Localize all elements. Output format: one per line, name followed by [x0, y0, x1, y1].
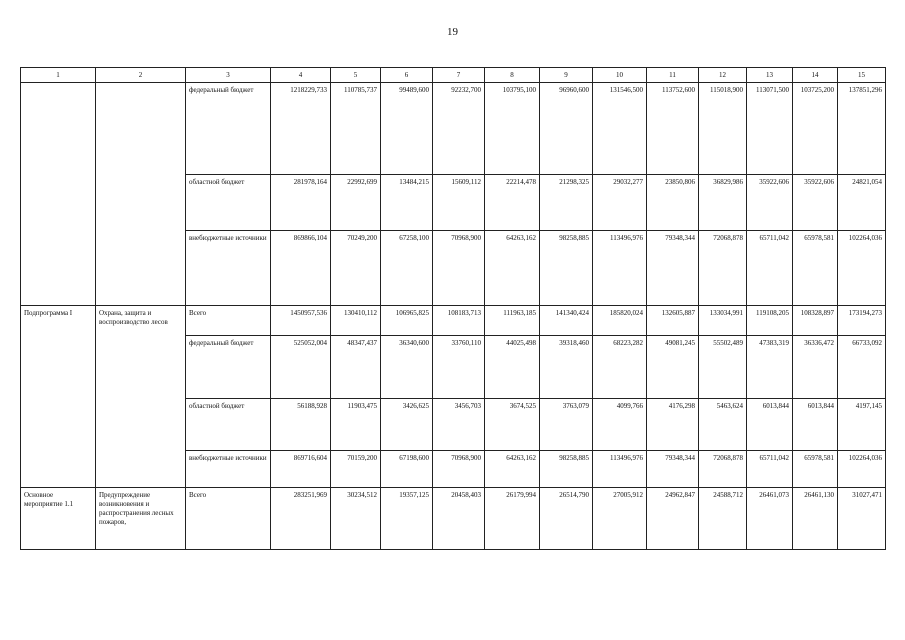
value-cell: 67198,600 [381, 451, 433, 488]
value-cell: 108183,713 [433, 306, 485, 336]
value-cell: 21298,325 [540, 175, 593, 231]
value-cell: 70159,200 [331, 451, 381, 488]
value-cell: 13484,215 [381, 175, 433, 231]
value-cell: 98258,885 [540, 231, 593, 306]
value-cell: 24588,712 [699, 488, 747, 550]
value-cell: 65711,042 [747, 451, 793, 488]
page-number: 19 [447, 26, 458, 38]
value-cell: 26179,994 [485, 488, 540, 550]
col-header: 8 [485, 68, 540, 83]
value-cell: 55502,489 [699, 336, 747, 399]
col-header: 12 [699, 68, 747, 83]
header-row [21, 68, 886, 83]
value-cell: 48347,437 [331, 336, 381, 399]
value-cell: 130410,112 [331, 306, 381, 336]
col-header: 4 [271, 68, 331, 83]
source-cell: внебюджетные источники [186, 451, 271, 488]
source-cell: Всего [186, 488, 271, 550]
source-cell: федеральный бюджет [186, 336, 271, 399]
value-cell: 96960,600 [540, 83, 593, 175]
source-cell: внебюджетные источники [186, 231, 271, 306]
value-cell: 99489,600 [381, 83, 433, 175]
col-header: 7 [433, 68, 485, 83]
value-cell: 39318,460 [540, 336, 593, 399]
value-cell: 22214,478 [485, 175, 540, 231]
value-cell: 68223,282 [593, 336, 647, 399]
value-cell: 115018,900 [699, 83, 747, 175]
value-cell: 1218229,733 [271, 83, 331, 175]
budget-table [20, 67, 886, 550]
value-cell: 102264,036 [838, 231, 886, 306]
value-cell: 1450957,536 [271, 306, 331, 336]
col-header: 13 [747, 68, 793, 83]
value-cell: 79348,344 [647, 451, 699, 488]
value-cell: 113496,976 [593, 231, 647, 306]
value-cell: 137851,296 [838, 83, 886, 175]
value-cell: 27005,912 [593, 488, 647, 550]
value-cell: 31027,471 [838, 488, 886, 550]
value-cell: 49081,245 [647, 336, 699, 399]
col-header: 1 [21, 68, 96, 83]
value-cell: 26461,130 [793, 488, 838, 550]
value-cell: 113752,600 [647, 83, 699, 175]
value-cell: 6013,844 [793, 399, 838, 451]
source-cell: областной бюджет [186, 175, 271, 231]
value-cell: 113071,500 [747, 83, 793, 175]
value-cell: 3426,625 [381, 399, 433, 451]
value-cell: 4197,145 [838, 399, 886, 451]
value-cell: 113496,976 [593, 451, 647, 488]
value-cell: 281978,164 [271, 175, 331, 231]
program-cell [21, 83, 96, 306]
program-cell: Подпрограмма I [21, 306, 96, 488]
value-cell: 36336,472 [793, 336, 838, 399]
description-cell [96, 83, 186, 306]
value-cell: 24821,054 [838, 175, 886, 231]
value-cell: 869866,104 [271, 231, 331, 306]
value-cell: 6013,844 [747, 399, 793, 451]
table-row [21, 488, 886, 550]
source-cell: Всего [186, 306, 271, 336]
value-cell: 44025,498 [485, 336, 540, 399]
value-cell: 11903,475 [331, 399, 381, 451]
value-cell: 70968,900 [433, 451, 485, 488]
col-header: 9 [540, 68, 593, 83]
col-header: 5 [331, 68, 381, 83]
value-cell: 70968,900 [433, 231, 485, 306]
value-cell: 47383,319 [747, 336, 793, 399]
value-cell: 72068,878 [699, 231, 747, 306]
col-header: 10 [593, 68, 647, 83]
value-cell: 185820,024 [593, 306, 647, 336]
value-cell: 35922,606 [793, 175, 838, 231]
value-cell: 98258,885 [540, 451, 593, 488]
value-cell: 132605,887 [647, 306, 699, 336]
value-cell: 102264,036 [838, 451, 886, 488]
value-cell: 3674,525 [485, 399, 540, 451]
value-cell: 23850,806 [647, 175, 699, 231]
value-cell: 79348,344 [647, 231, 699, 306]
value-cell: 24962,847 [647, 488, 699, 550]
col-header: 15 [838, 68, 886, 83]
value-cell: 66733,092 [838, 336, 886, 399]
description-cell: Предупреждение возникновения и распространения лесных пожаров, [96, 488, 186, 550]
value-cell: 29032,277 [593, 175, 647, 231]
value-cell: 65978,581 [793, 451, 838, 488]
value-cell: 67258,100 [381, 231, 433, 306]
value-cell: 36340,600 [381, 336, 433, 399]
value-cell: 173194,273 [838, 306, 886, 336]
value-cell: 64263,162 [485, 231, 540, 306]
value-cell: 26514,790 [540, 488, 593, 550]
value-cell: 36829,986 [699, 175, 747, 231]
value-cell: 15609,112 [433, 175, 485, 231]
value-cell: 65978,581 [793, 231, 838, 306]
value-cell: 3763,079 [540, 399, 593, 451]
value-cell: 4099,766 [593, 399, 647, 451]
value-cell: 119108,205 [747, 306, 793, 336]
value-cell: 111963,185 [485, 306, 540, 336]
value-cell: 70249,200 [331, 231, 381, 306]
value-cell: 141340,424 [540, 306, 593, 336]
col-header: 3 [186, 68, 271, 83]
value-cell: 110785,737 [331, 83, 381, 175]
value-cell: 3456,703 [433, 399, 485, 451]
value-cell: 65711,042 [747, 231, 793, 306]
value-cell: 26461,073 [747, 488, 793, 550]
value-cell: 35922,606 [747, 175, 793, 231]
value-cell: 4176,298 [647, 399, 699, 451]
value-cell: 20458,403 [433, 488, 485, 550]
value-cell: 33760,110 [433, 336, 485, 399]
value-cell: 92232,700 [433, 83, 485, 175]
value-cell: 108328,897 [793, 306, 838, 336]
value-cell: 103795,100 [485, 83, 540, 175]
value-cell: 22992,699 [331, 175, 381, 231]
value-cell: 106965,825 [381, 306, 433, 336]
value-cell: 30234,512 [331, 488, 381, 550]
col-header: 11 [647, 68, 699, 83]
col-header: 14 [793, 68, 838, 83]
value-cell: 56188,928 [271, 399, 331, 451]
table-row [21, 83, 886, 175]
value-cell: 283251,969 [271, 488, 331, 550]
source-cell: областной бюджет [186, 399, 271, 451]
value-cell: 133034,991 [699, 306, 747, 336]
table-row [21, 306, 886, 336]
value-cell: 19357,125 [381, 488, 433, 550]
col-header: 2 [96, 68, 186, 83]
col-header: 6 [381, 68, 433, 83]
description-cell: Охрана, защита и воспроизводство лесов [96, 306, 186, 488]
value-cell: 131546,500 [593, 83, 647, 175]
value-cell: 103725,200 [793, 83, 838, 175]
source-cell: федеральный бюджет [186, 83, 271, 175]
value-cell: 5463,624 [699, 399, 747, 451]
value-cell: 525052,004 [271, 336, 331, 399]
program-cell: Основное мероприятие 1.1 [21, 488, 96, 550]
value-cell: 64263,162 [485, 451, 540, 488]
value-cell: 869716,604 [271, 451, 331, 488]
value-cell: 72068,878 [699, 451, 747, 488]
